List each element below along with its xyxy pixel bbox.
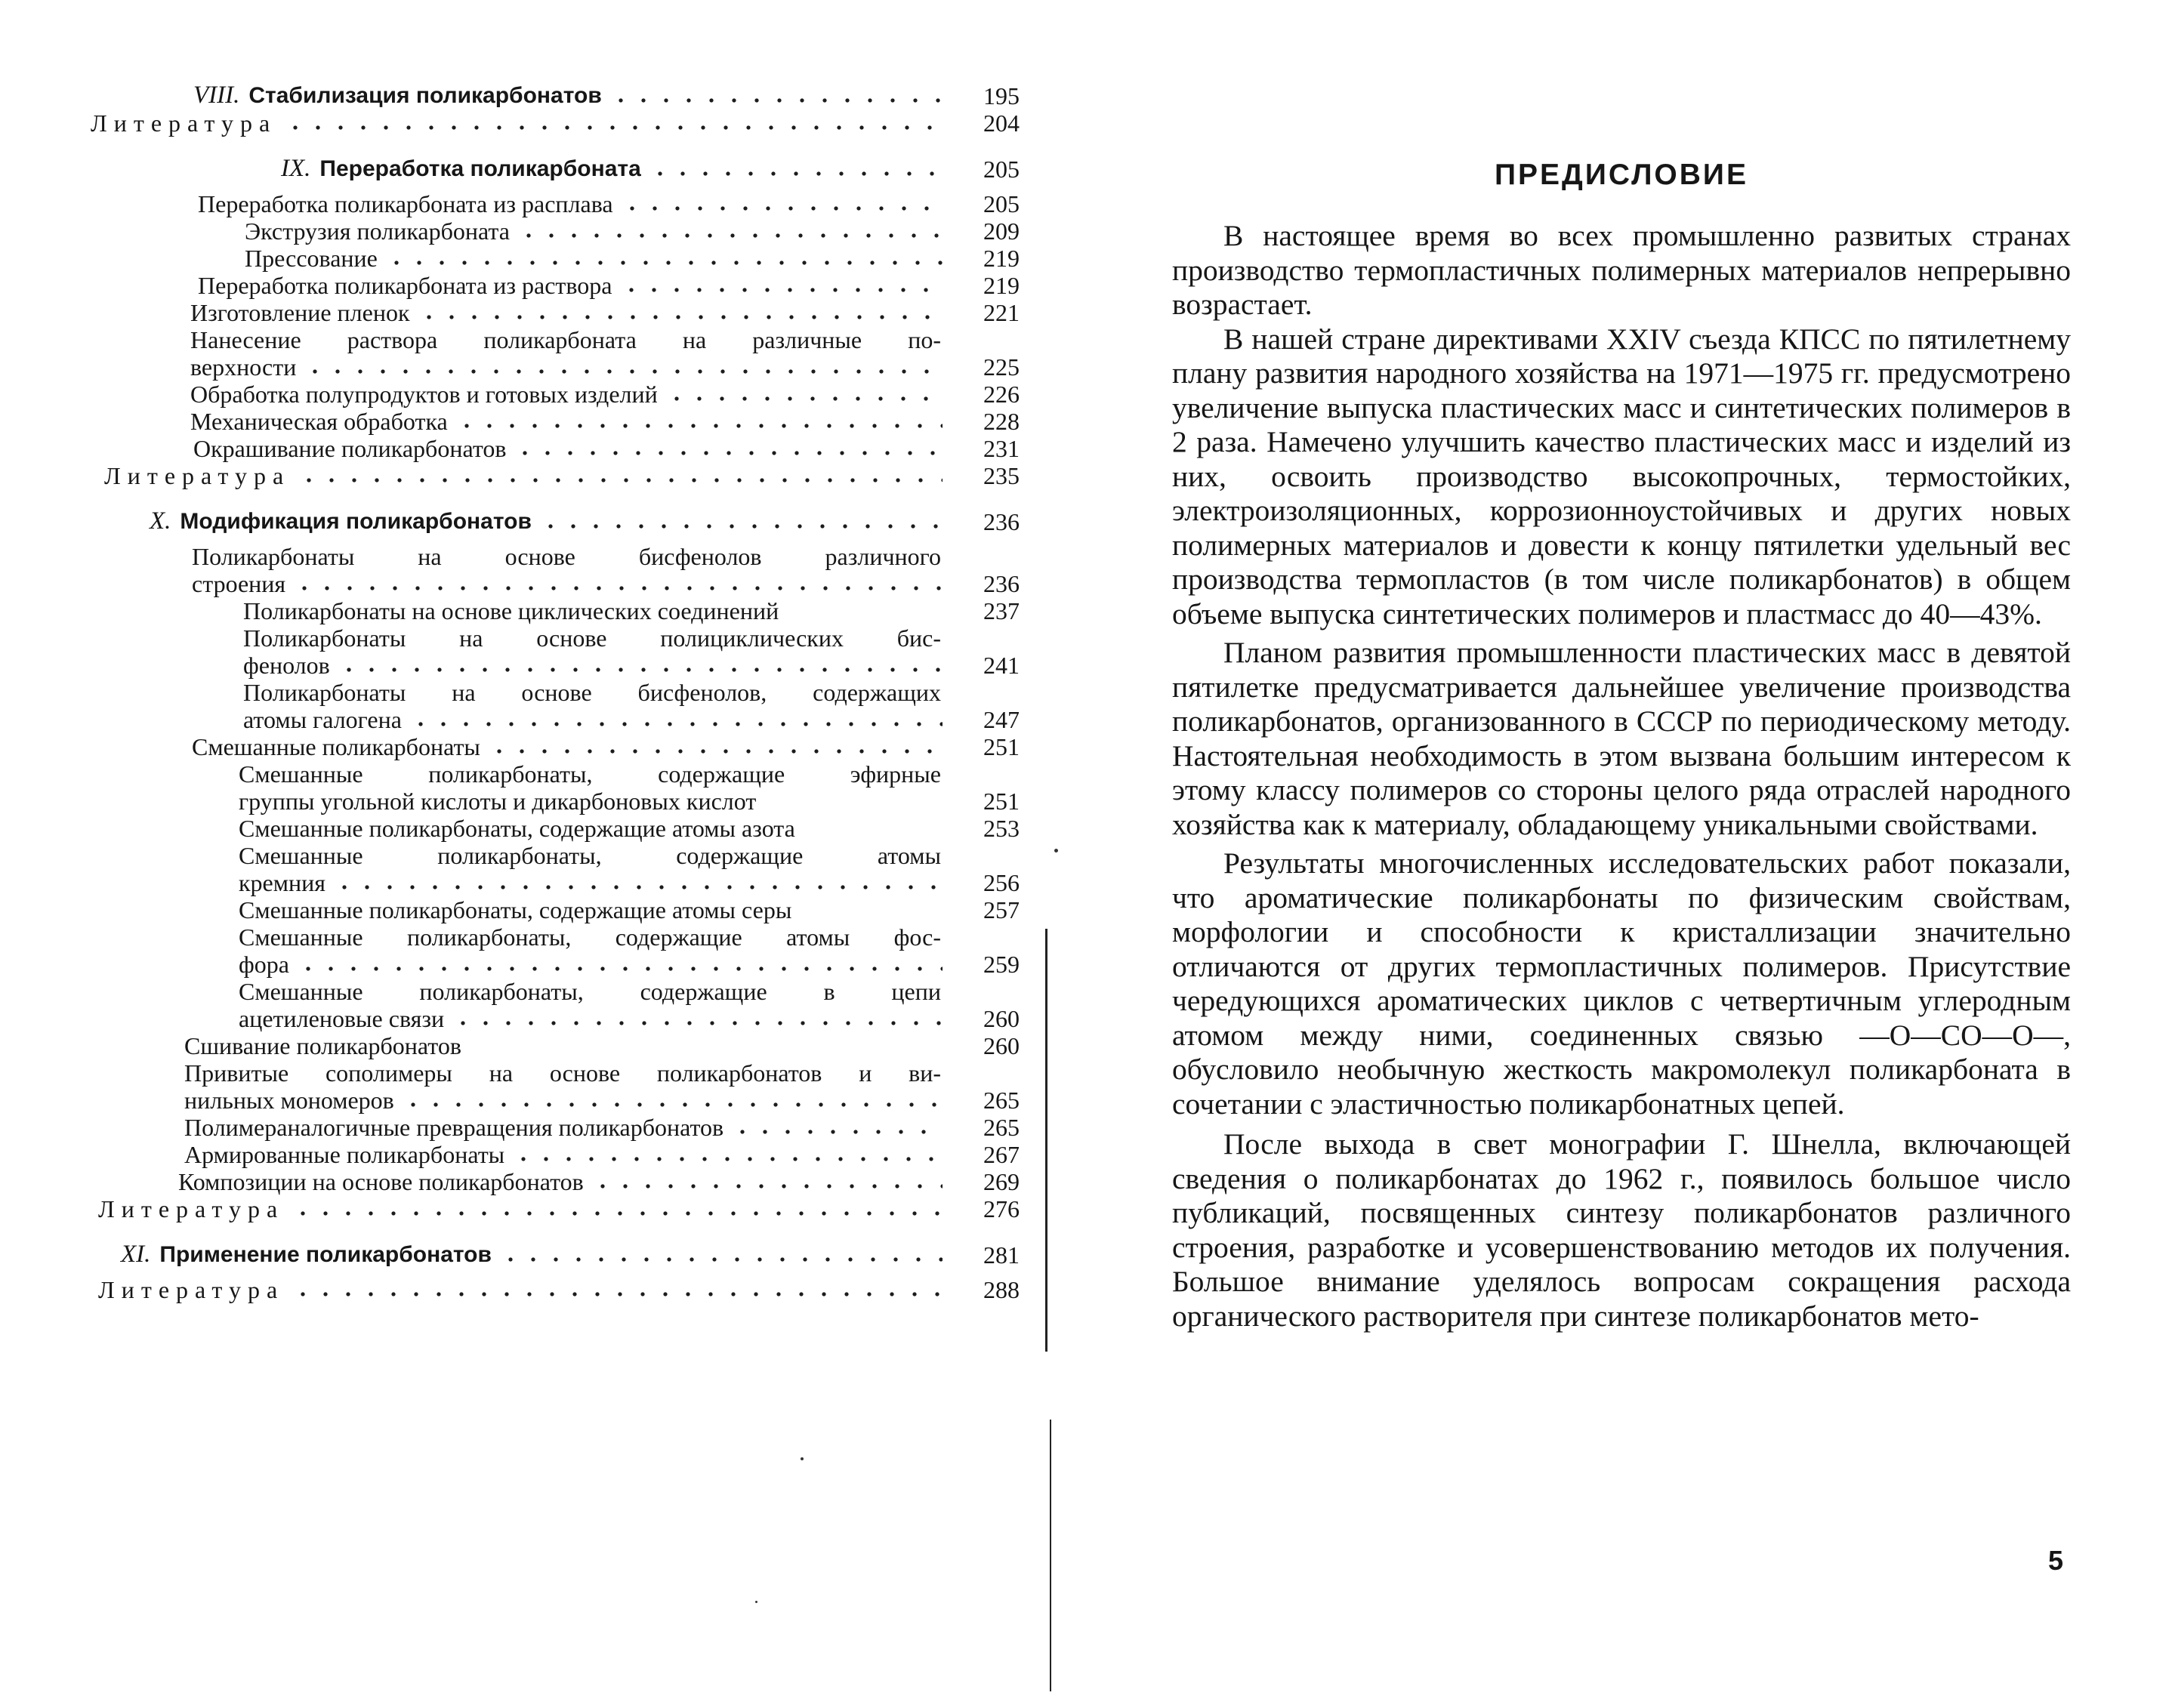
dot-leader bbox=[338, 665, 943, 674]
toc-entry[interactable] bbox=[91, 896, 1020, 923]
literature-label: Литература bbox=[98, 1195, 285, 1222]
toc-entry[interactable] bbox=[91, 815, 1020, 842]
toc-entry[interactable] bbox=[91, 381, 1020, 408]
dot-leader bbox=[402, 1100, 943, 1109]
literature-label: Литература bbox=[104, 462, 291, 489]
dot-leader bbox=[621, 204, 943, 213]
toc-literature[interactable] bbox=[91, 1195, 1020, 1222]
page-ref: 269 bbox=[983, 1168, 1020, 1195]
entry-title: Экструзия поликарбоната bbox=[245, 217, 510, 245]
page-ref: 265 bbox=[983, 1087, 1020, 1114]
page-ref: 204 bbox=[983, 109, 1020, 137]
preface-page bbox=[1172, 159, 2071, 1333]
page-ref: 226 bbox=[983, 381, 1020, 408]
page-ref: 265 bbox=[983, 1114, 1020, 1141]
toc-entry[interactable] bbox=[91, 1032, 1020, 1059]
toc-literature[interactable] bbox=[91, 1276, 1020, 1303]
chapter-title: Применение поликарбонатов bbox=[159, 1242, 492, 1267]
chapter-title: Стабилизация поликарбонатов bbox=[248, 83, 602, 108]
page-ref: 281 bbox=[983, 1241, 1020, 1269]
dot-leader bbox=[333, 883, 943, 892]
page-ref: 247 bbox=[983, 706, 1020, 733]
page-ref: 236 bbox=[983, 508, 1020, 535]
chapter-title: Переработка поликарбоната bbox=[319, 156, 641, 181]
dot-leader bbox=[297, 964, 943, 973]
entry-title-line-1: Поликарбонаты на основе бисфенолов различного bbox=[192, 543, 941, 570]
page-ref: 231 bbox=[983, 435, 1020, 462]
toc-entry[interactable] bbox=[91, 543, 1020, 597]
entry-title-line-1: Смешанные поликарбонаты, содержащие эфирные bbox=[239, 760, 941, 788]
page-ref: 221 bbox=[983, 299, 1020, 326]
toc-entry[interactable] bbox=[91, 299, 1020, 326]
page-ref: 195 bbox=[983, 82, 1020, 109]
toc-entry[interactable] bbox=[91, 1141, 1020, 1168]
toc-entry[interactable] bbox=[91, 435, 1020, 462]
entry-title-line-1: Поликарбонаты на основе бисфенолов, содержащих bbox=[243, 679, 941, 706]
dot-leader bbox=[292, 1290, 943, 1299]
dot-leader bbox=[665, 394, 943, 403]
chapter-title: Модификация поликарбонатов bbox=[180, 509, 532, 534]
page-ref: 237 bbox=[983, 597, 1020, 624]
page-ref: 260 bbox=[983, 1005, 1020, 1032]
toc-entry[interactable] bbox=[91, 842, 1020, 896]
page-ref: 251 bbox=[983, 788, 1020, 815]
entry-title-line-2: строения bbox=[192, 570, 286, 597]
gutter-shadow bbox=[1050, 1420, 1051, 1691]
dot-leader bbox=[517, 231, 943, 240]
entry-title-line-1: Смешанные поликарбонаты, содержащие в цепи bbox=[239, 978, 941, 1005]
entry-title-line-2: атомы галогена bbox=[243, 706, 402, 733]
toc-entry[interactable] bbox=[91, 679, 1020, 733]
dot-leader bbox=[609, 96, 943, 105]
entry-title-line-1: Поликарбонаты на основе полициклических бис- bbox=[243, 624, 941, 652]
literature-label: Литература bbox=[98, 1276, 285, 1303]
dot-leader bbox=[455, 421, 943, 430]
dot-leader bbox=[649, 169, 943, 178]
chapter-number: X. bbox=[150, 507, 171, 535]
scan-speck bbox=[755, 1601, 757, 1603]
page-ref: 241 bbox=[983, 652, 1020, 679]
toc-chapter-10[interactable] bbox=[91, 507, 1020, 535]
toc-literature[interactable] bbox=[91, 109, 1020, 137]
page-ref: 257 bbox=[983, 896, 1020, 923]
gutter-shadow bbox=[1045, 929, 1047, 1352]
dot-leader bbox=[284, 123, 943, 132]
page-ref: 260 bbox=[983, 1032, 1020, 1059]
page-ref: 219 bbox=[983, 272, 1020, 299]
dot-leader bbox=[591, 1182, 943, 1191]
entry-title: Смешанные поликарбонаты bbox=[192, 733, 480, 760]
entry-title-line-2: фенолов bbox=[243, 652, 330, 679]
chapter-number: XI. bbox=[121, 1241, 151, 1268]
entry-title-line-1: Нанесение раствора поликарбоната на различные по- bbox=[190, 326, 941, 353]
entry-title: Сшивание поликарбонатов bbox=[184, 1032, 461, 1059]
entry-title: Переработка поликарбоната из расплава bbox=[198, 190, 613, 217]
page-ref: 251 bbox=[983, 733, 1020, 760]
entry-title-line-2: верхности bbox=[190, 353, 297, 381]
toc-entry[interactable] bbox=[91, 272, 1020, 299]
dot-leader bbox=[409, 720, 943, 729]
table-of-contents bbox=[91, 82, 1020, 1303]
preface-paragraph: После выхода в свет монографии Г. Шнелла, включающей сведения о поликарбонатах до 1962 г., появилось большое число публикаций, посвященных синтезу поликарбонатов различного строения, разработке и усовершенствованию методов их получения. Большое внимание уделялось вопросам сокращения расхода органического растворителя при синтезе поликарбонатов мето- bbox=[1172, 1127, 2071, 1333]
entry-title: Обработка полупродуктов и готовых изделий bbox=[190, 381, 658, 408]
page-number: 5 bbox=[2048, 1545, 2064, 1576]
toc-entry[interactable] bbox=[91, 408, 1020, 435]
page-ref: 253 bbox=[983, 815, 1020, 842]
entry-title: Механическая обработка bbox=[190, 408, 448, 435]
entry-title: Композиции на основе поликарбонатов bbox=[178, 1168, 584, 1195]
page-ref: 235 bbox=[983, 462, 1020, 489]
dot-leader bbox=[512, 1155, 943, 1164]
entry-title: Смешанные поликарбонаты, содержащие атомы азота bbox=[239, 815, 795, 842]
page-ref: 267 bbox=[983, 1141, 1020, 1168]
dot-leader bbox=[539, 522, 943, 531]
toc-entry[interactable] bbox=[91, 733, 1020, 760]
page-ref: 205 bbox=[983, 190, 1020, 217]
entry-title: Полимераналогичные превращения поликарбонатов bbox=[184, 1114, 724, 1141]
toc-entry[interactable] bbox=[91, 923, 1020, 978]
toc-entry[interactable] bbox=[91, 760, 1020, 815]
dot-leader bbox=[488, 747, 943, 756]
toc-chapter-11[interactable] bbox=[91, 1241, 1020, 1269]
toc-entry[interactable] bbox=[91, 190, 1020, 217]
dot-leader bbox=[304, 367, 943, 376]
entry-title: Переработка поликарбоната из раствора bbox=[198, 272, 612, 299]
dot-leader bbox=[292, 1209, 943, 1218]
toc-entry[interactable] bbox=[91, 245, 1020, 272]
page-ref: 219 bbox=[983, 245, 1020, 272]
entry-title-line-2: кремния bbox=[239, 869, 325, 896]
page-ref: 205 bbox=[983, 156, 1020, 183]
toc-entry[interactable] bbox=[91, 978, 1020, 1032]
toc-entry[interactable] bbox=[91, 1059, 1020, 1114]
entry-title-line-1: Смешанные поликарбонаты, содержащие атомы фос- bbox=[239, 923, 941, 951]
page-ref: 225 bbox=[983, 353, 1020, 381]
toc-entry[interactable] bbox=[91, 326, 1020, 381]
preface-paragraph: В настоящее время во всех промышленно развитых странах производство термопластичных полимерных материалов непрерывно возрастает. bbox=[1172, 219, 2071, 321]
page-ref: 256 bbox=[983, 869, 1020, 896]
entry-title: Армированные поликарбонаты bbox=[184, 1141, 505, 1168]
dot-leader bbox=[499, 1255, 943, 1264]
entry-title-line-1: Смешанные поликарбонаты, содержащие атомы bbox=[239, 842, 941, 869]
toc-chapter-8[interactable] bbox=[91, 82, 1020, 109]
toc-literature[interactable] bbox=[91, 462, 1020, 489]
toc-entry[interactable] bbox=[91, 1114, 1020, 1141]
scan-speck bbox=[801, 1457, 804, 1460]
dot-leader bbox=[293, 584, 943, 593]
toc-chapter-9[interactable] bbox=[91, 155, 1020, 183]
entry-title-line-2: ацетиленовые связи bbox=[239, 1005, 445, 1032]
preface-paragraph: Результаты многочисленных исследовательских работ показали, что ароматические поликарбонаты по физическим свойствам, морфологии и способности к кристаллизации значительно отличаются от других термопластичных полимеров. Присутствие чередующихся ароматических циклов с четвертичным углеродным атомом между ними, соединенных связью —О—СО—О—, обусловило необычную жесткость макромолекул поликарбоната в сочетании с эластичностью поликарбонатных цепей. bbox=[1172, 846, 2071, 1121]
literature-label: Литература bbox=[91, 109, 277, 137]
page-ref: 276 bbox=[983, 1195, 1020, 1222]
page-ref: 259 bbox=[983, 951, 1020, 978]
page-title: ПРЕДИСЛОВИЕ bbox=[1495, 159, 1748, 191]
entry-title-line-1: Привитые сополимеры на основе поликарбонатов и ви- bbox=[184, 1059, 941, 1087]
page-ref: 228 bbox=[983, 408, 1020, 435]
dot-leader bbox=[620, 285, 943, 294]
dot-leader bbox=[385, 258, 943, 267]
toc-entry[interactable] bbox=[91, 597, 1020, 624]
chapter-number: VIII. bbox=[193, 82, 240, 109]
entry-title: Окрашивание поликарбонатов bbox=[193, 435, 507, 462]
dot-leader bbox=[514, 449, 943, 458]
preface-paragraph: В нашей стране директивами XXIV съезда КПСС по пятилетнему плану развития народного хозяйства на 1971—1975 гг. предусмотрено увеличение выпуска пластических масс и синтетических полимеров в 2 раза. Намечено улучшить качество пластических масс и изделий из них, освоить производство высокопрочных, термостойких, электроизоляционных, коррозионноустойчивых и других новых полимерных материалов и довести к концу пятилетки удельный вес производства термопластов (в том числе поликарбонатов) в общем объеме выпуска синтетических полимеров и пластмасс до 40—43%. bbox=[1172, 322, 2071, 630]
preface-paragraph: Планом развития промышленности пластических масс в девятой пятилетке предусматривается дальнейшее увеличение производства поликарбонатов, организованного в СССР по периодическому методу. Настоятельная необходимость в этом вызвана большим интересом к этому классу полимеров со стороны целого ряда отраслей народного хозяйства как к материалу, обладающему уникальными свойствами. bbox=[1172, 636, 2071, 841]
chapter-number: IX. bbox=[281, 155, 311, 182]
dot-leader bbox=[452, 1019, 943, 1028]
entry-title-line-2: фора bbox=[239, 951, 289, 978]
dot-leader bbox=[418, 313, 943, 322]
dot-leader bbox=[731, 1127, 943, 1136]
entry-title-line-2: нильных мономеров bbox=[184, 1087, 394, 1114]
toc-entry[interactable] bbox=[91, 217, 1020, 245]
page-ref: 209 bbox=[983, 217, 1020, 245]
entry-title: Поликарбонаты на основе циклических соединений bbox=[243, 597, 779, 624]
page-ref: 236 bbox=[983, 570, 1020, 597]
entry-title: Изготовление пленок bbox=[190, 299, 410, 326]
toc-entry[interactable] bbox=[91, 624, 1020, 679]
entry-title: Прессование bbox=[245, 245, 378, 272]
dot-leader bbox=[298, 476, 943, 485]
entry-title: Смешанные поликарбонаты, содержащие атомы серы bbox=[239, 896, 792, 923]
toc-entry[interactable] bbox=[91, 1168, 1020, 1195]
scan-speck bbox=[1054, 849, 1058, 852]
page-ref: 288 bbox=[983, 1276, 1020, 1303]
entry-title-line-2: группы угольной кислоты и дикарбоновых кислот bbox=[239, 788, 757, 815]
